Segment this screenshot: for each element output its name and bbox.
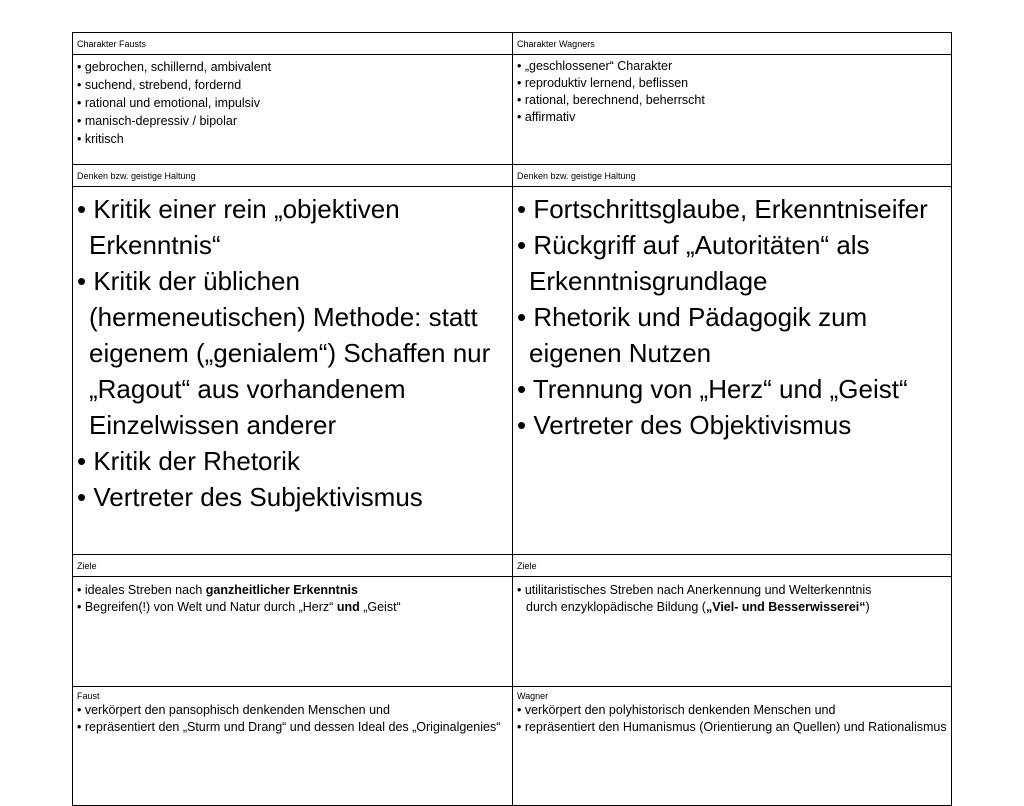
faust-summary-item: • repräsentiert den „Sturm und Drang“ und dessen Ideal des „Originalgenies“ bbox=[77, 720, 501, 734]
wagner-thinking-header bbox=[512, 164, 952, 187]
wagner-character-item: • „geschlossener“ Charakter bbox=[517, 59, 673, 73]
wagner-goals-text: • utilitaristisches Streben nach Anerkennung und Welterkenntnis bbox=[517, 583, 872, 597]
faust-character-item: • suchend, strebend, fordernd bbox=[77, 78, 242, 92]
wagner-thinking-item: • Fortschrittsglaube, Erkenntniseifer bbox=[517, 194, 928, 224]
wagner-goals-bold: „Viel- und Besserwisserei“ bbox=[705, 600, 866, 614]
faust-character-header bbox=[72, 32, 513, 55]
wagner-character-item: • affirmativ bbox=[517, 110, 576, 124]
faust-character-cell bbox=[72, 54, 513, 165]
wagner-summary-item: • repräsentiert den Humanismus (Orientierung an Quellen) und Rationalismus bbox=[517, 720, 947, 734]
faust-thinking-item: • Vertreter des Subjektivismus bbox=[77, 482, 423, 512]
wagner-summary-cell bbox=[512, 686, 952, 806]
wagner-thinking-item: • Rückgriff auf „Autoritäten“ als Erkenntnisgrundlage bbox=[517, 230, 870, 296]
wagner-character-header bbox=[512, 32, 952, 55]
faust-goals-cell bbox=[72, 576, 513, 687]
faust-goals-text: „Geist“ bbox=[359, 600, 401, 614]
wagner-thinking-item: • Rhetorik und Pädagogik zum eigenen Nutzen bbox=[517, 302, 868, 368]
faust-summary-label: Faust bbox=[77, 691, 100, 701]
faust-thinking-header bbox=[72, 164, 513, 187]
faust-goals-bold: ganzheitlicher Erkenntnis bbox=[205, 583, 358, 597]
comparison-table bbox=[72, 32, 952, 792]
wagner-goals-text: ) bbox=[865, 600, 870, 614]
wagner-character-item: • rational, berechnend, beherrscht bbox=[517, 93, 705, 107]
faust-thinking-cell bbox=[72, 186, 513, 555]
wagner-thinking-item: • Vertreter des Objektivismus bbox=[517, 410, 852, 440]
faust-goals-text: • Begreifen(!) von Welt und Natur durch „Herz“ bbox=[77, 600, 337, 614]
wagner-thinking-item: • Trennung von „Herz“ und „Geist“ bbox=[517, 374, 908, 404]
wagner-character-header-label: Charakter Wagners bbox=[517, 39, 595, 49]
faust-character-item: • manisch-depressiv / bipolar bbox=[77, 114, 237, 128]
wagner-summary-label: Wagner bbox=[517, 691, 549, 701]
faust-character-item: • gebrochen, schillernd, ambivalent bbox=[77, 60, 272, 74]
wagner-summary-item: • verkörpert den polyhistorisch denkenden Menschen und bbox=[517, 703, 836, 717]
faust-goals-bold: und bbox=[336, 600, 360, 614]
faust-character-item: • kritisch bbox=[77, 132, 124, 146]
wagner-character-item: • reproduktiv lernend, beflissen bbox=[517, 76, 689, 90]
wagner-goals-header-label: Ziele bbox=[517, 561, 537, 571]
faust-goals-header-label: Ziele bbox=[77, 561, 97, 571]
wagner-goals-text: durch enzyklopädische Bildung ( bbox=[526, 600, 706, 614]
faust-thinking-item: • Kritik der Rhetorik bbox=[77, 446, 300, 476]
faust-goals-text: • ideales Streben nach bbox=[77, 583, 206, 597]
wagner-goals-header bbox=[512, 554, 952, 577]
faust-goals-item bbox=[77, 582, 512, 599]
faust-thinking-header-label: Denken bzw. geistige Haltung bbox=[77, 171, 196, 181]
faust-thinking-item: • Kritik der üblichen (hermeneutischen) Methode: statt eigenem („genialem“) Schaffen nur „Ragout“ aus vorhandenem Einzelwissen anderer bbox=[77, 266, 491, 440]
faust-goals-item bbox=[77, 599, 512, 616]
wagner-goals-item bbox=[517, 599, 951, 616]
wagner-thinking-header-label: Denken bzw. geistige Haltung bbox=[517, 171, 636, 181]
wagner-goals-item bbox=[517, 582, 951, 599]
wagner-goals-cell bbox=[512, 576, 952, 687]
faust-thinking-item: • Kritik einer rein „objektiven Erkenntnis“ bbox=[77, 194, 400, 260]
faust-summary-item: • verkörpert den pansophisch denkenden Menschen und bbox=[77, 703, 390, 717]
faust-character-item: • rational und emotional, impulsiv bbox=[77, 96, 260, 110]
wagner-thinking-cell bbox=[512, 186, 952, 555]
faust-character-header-label: Charakter Fausts bbox=[77, 39, 147, 49]
faust-goals-header bbox=[72, 554, 513, 577]
wagner-character-cell bbox=[512, 54, 952, 165]
faust-summary-cell bbox=[72, 686, 513, 806]
